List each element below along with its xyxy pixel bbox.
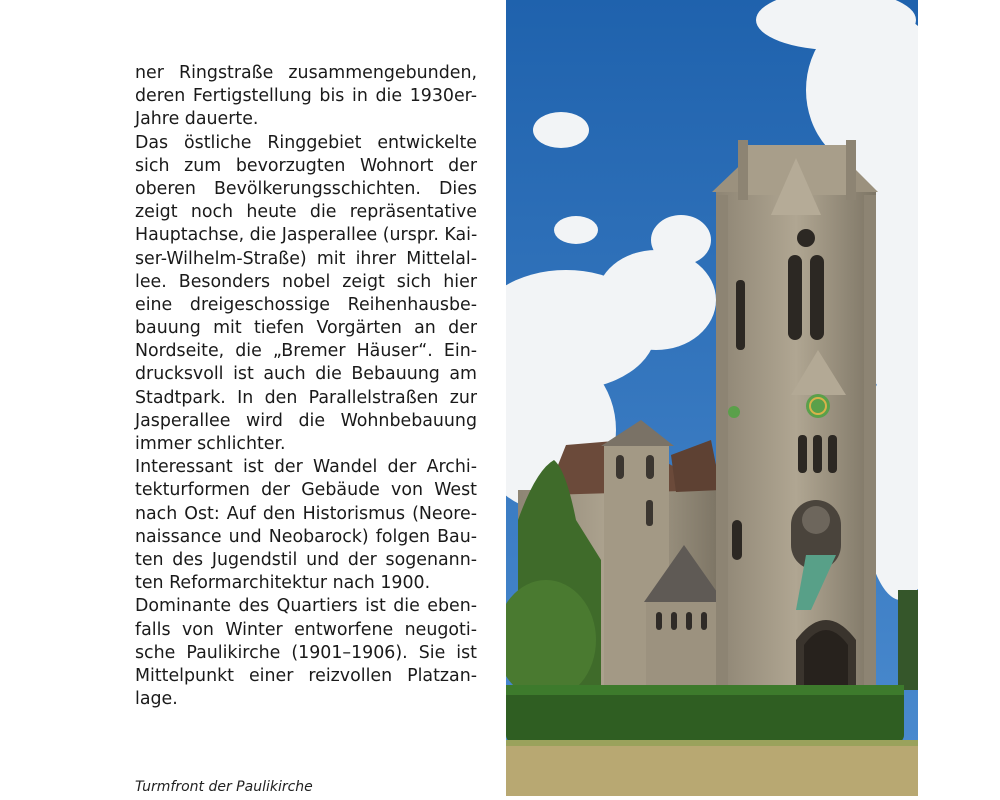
image-caption: Turmfront der Paulikirche (135, 779, 313, 795)
text-line: Dominante des Quartiers ist die eben- (135, 596, 477, 617)
text-line: tekturformen der Gebäude von West (135, 480, 477, 501)
lawn (506, 740, 918, 796)
text-line: bauung mit tiefen Vorgärten an der (135, 318, 477, 339)
text-line: drucksvoll ist auch die Bebauung am (135, 364, 477, 385)
tower (712, 140, 878, 690)
text-line: falls von Winter entworfene neugoti- (135, 619, 477, 640)
text-line: Nordseite, die „Bremer Häuser“. Ein- (135, 341, 477, 362)
text-line: oberen Bevölkerungsschichten. Dies (135, 178, 477, 199)
paragraph-4 (135, 595, 477, 711)
text-line: deren Fertigstellung bis in die 1930er- (135, 86, 477, 107)
text-line: lee. Besonders nobel zeigt sich hier (135, 271, 477, 292)
text-line: Das östliche Ringgebiet entwickelte (135, 132, 477, 153)
text-line: Jahre dauerte. (135, 109, 259, 130)
text-line: sche Paulikirche (1901–1906). Sie ist (135, 642, 477, 663)
text-line: ner Ringstraße zusammengebunden, (135, 63, 477, 83)
text-line: lage. (135, 689, 178, 710)
text-line: naissance und Neobarock) folgen Bau- (135, 526, 477, 547)
text-line: Interessant ist der Wandel der Archi- (135, 457, 477, 478)
church-photo (506, 0, 918, 796)
text-line: sich zum bevorzugten Wohnort der (135, 155, 477, 176)
text-line: ten des Jugendstil und der sogenann- (135, 549, 477, 570)
body-text (135, 62, 477, 711)
paragraph-2 (135, 132, 477, 457)
text-line: immer schlichter. (135, 434, 286, 454)
text-line: ser-Wilhelm-Straße) mit ihrer Mittelal- (135, 248, 477, 269)
text-line: zeigt noch heute die repräsentative (135, 202, 477, 223)
text-line: Mittelpunkt einer reizvollen Platzan- (135, 665, 477, 686)
paragraph-1 (135, 62, 477, 132)
text-line: eine dreigeschossige Reihenhausbe- (135, 294, 477, 315)
text-line: nach Ost: Auf den Historismus (Neore- (135, 503, 477, 524)
paulikirche-illustration (506, 0, 918, 796)
paragraph-3 (135, 456, 477, 595)
text-line: Stadtpark. In den Parallelstraßen zur (135, 387, 477, 408)
text-line: Hauptachse, die Jasperallee (urspr. Kai- (135, 225, 478, 246)
text-line: ten Reformarchitektur nach 1900. (135, 573, 431, 594)
text-line: Jasperallee wird die Wohnbebauung (135, 410, 477, 431)
